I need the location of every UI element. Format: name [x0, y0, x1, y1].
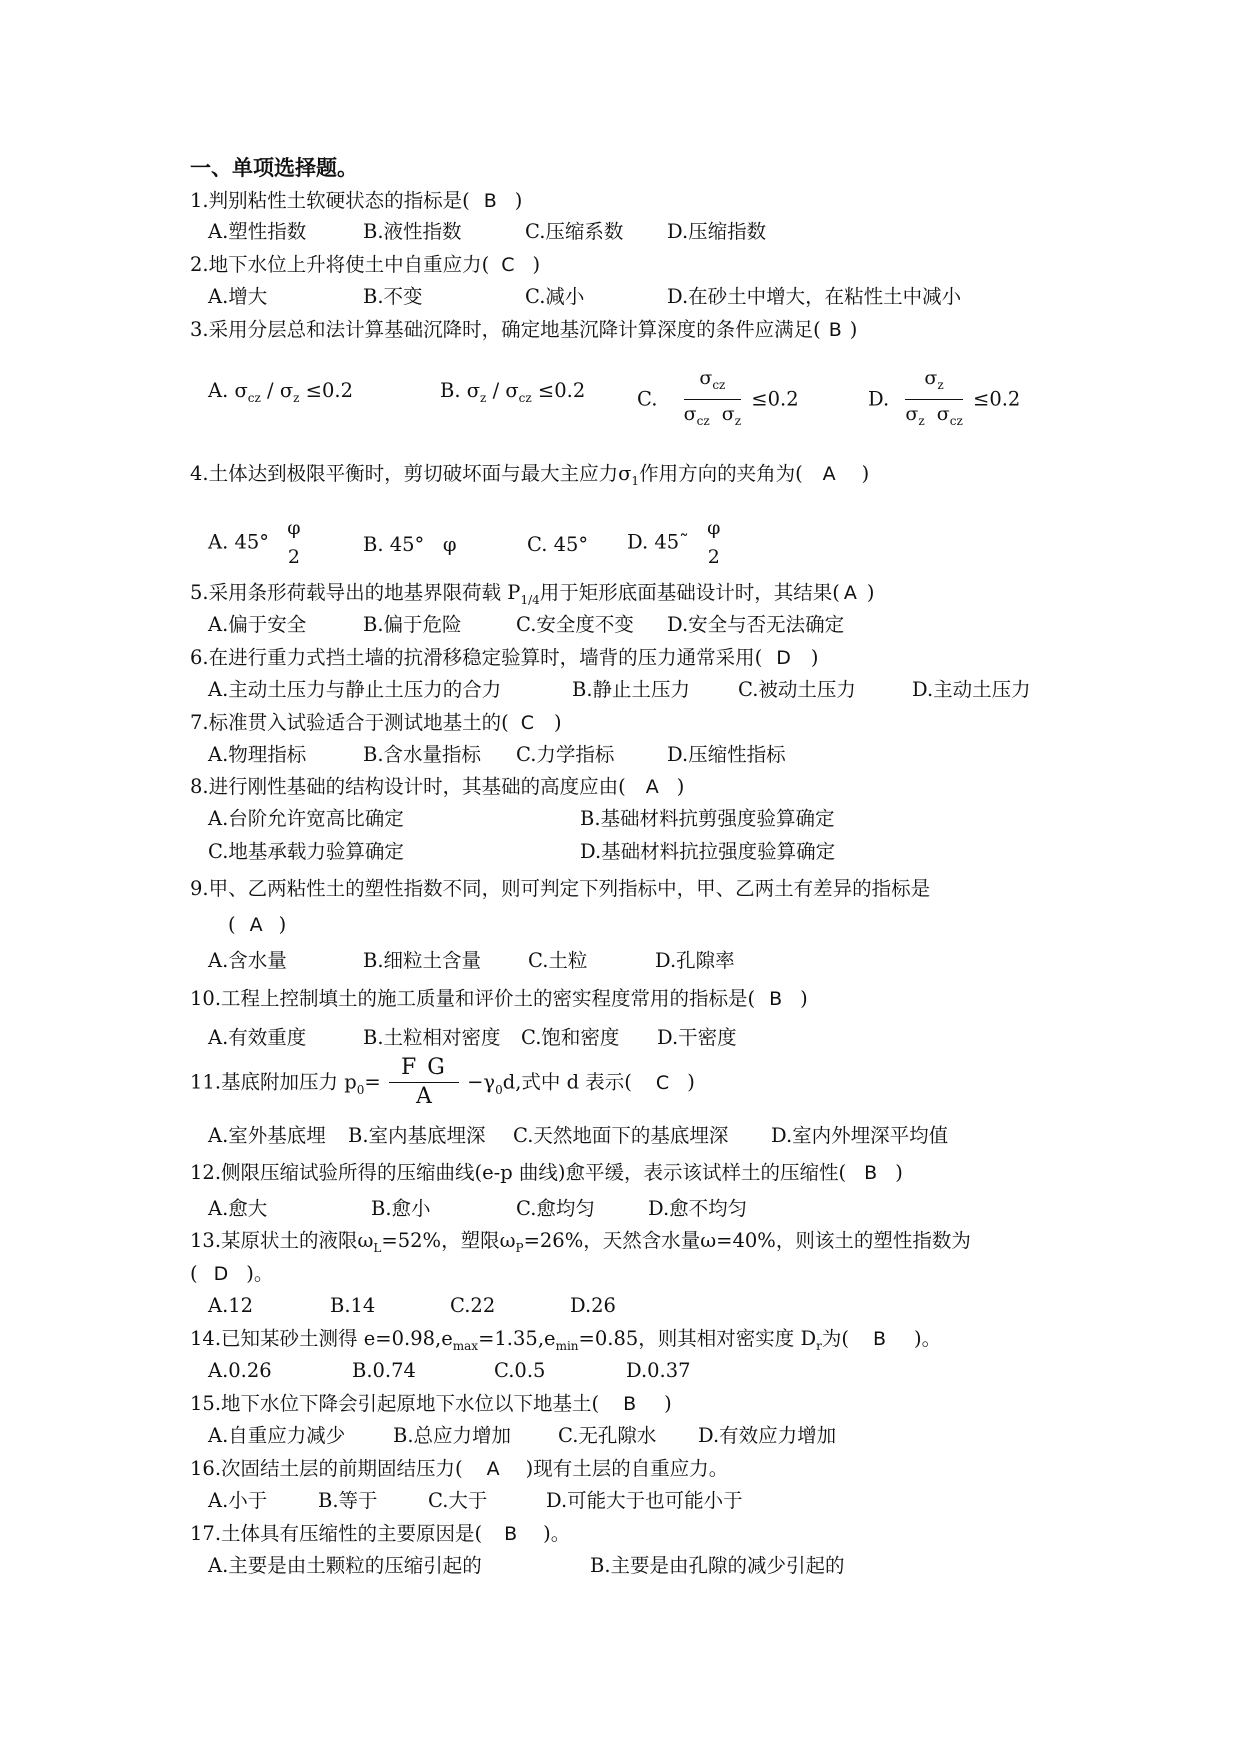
- answer: B: [504, 1523, 518, 1545]
- fraction: $\frac{\text{F G}}{A}$: [389, 1056, 459, 1109]
- option: A.0.26: [208, 1359, 272, 1382]
- question-stem: 6.在进行重力式挡土墙的抗滑移稳定验算时，墙背的压力通常采用(: [190, 646, 763, 669]
- option: C.愈均匀: [516, 1197, 595, 1220]
- answer: C: [655, 1071, 670, 1094]
- section-title: 一、单项选择题。: [190, 156, 358, 180]
- option: C.地基承载力验算确定: [208, 840, 404, 863]
- option: C.被动土压力: [738, 678, 856, 701]
- question-stem: 1.判别粘性土软硬状态的指标是(: [190, 189, 470, 212]
- question-14: 14.已知某砂土测得 $e=0.98,e_{max}=1.35,e_{min}=0.85$，则其相对密实度 $D_r$为( B )。: [190, 1327, 942, 1353]
- option: D.愈不均匀: [648, 1197, 748, 1220]
- question-7: [190, 710, 562, 736]
- option: A.增大: [208, 285, 268, 308]
- option: A.偏于安全: [208, 613, 307, 636]
- option: B.总应力增加: [393, 1424, 512, 1447]
- question-10: [190, 986, 808, 1012]
- option: B.愈小: [371, 1197, 431, 1220]
- answer: D: [776, 647, 791, 669]
- answer: B: [623, 1393, 637, 1415]
- close-paren: ): [278, 913, 287, 936]
- option: D. 45˜ φ 2: [627, 517, 721, 568]
- option: C.压缩系数: [525, 220, 624, 243]
- option-b-formula: B. $\sigma_z / \sigma_{cz} \le 0.2$: [440, 379, 586, 405]
- answer: B: [483, 190, 497, 212]
- fraction: $\frac{\sigma_{cz}}{\sigma_{cz} \sigma_z}$: [683, 367, 742, 428]
- question-stem: 15.地下水位下降会引起原地下水位以下地基土(: [190, 1392, 600, 1415]
- option: D.26: [570, 1294, 616, 1317]
- option: B.偏于危险: [363, 613, 462, 636]
- option: D.主动土压力: [912, 678, 1031, 701]
- question-stem: 5.采用条形荷载导出的地基界限荷载 P: [190, 581, 521, 604]
- question-stem: 17.土体具有压缩性的主要原因是(: [190, 1522, 483, 1545]
- question-stem: 16.次固结土层的前期固结压力(: [190, 1457, 463, 1480]
- option: B. 45° φ: [363, 533, 457, 556]
- question-13: 13.某原状土的液限$\omega_L=52\%$，塑限$\omega_P=26\%$，天然含水量ω=40%，则该土的塑性指数为: [190, 1229, 971, 1255]
- question-6: [190, 645, 818, 671]
- answer: A: [645, 776, 659, 798]
- answer: A: [249, 914, 263, 936]
- close-paren: ): [514, 189, 523, 212]
- option: A.主动土压力与静止土压力的合力: [208, 678, 502, 701]
- option: B.静止土压力: [572, 678, 691, 701]
- option: D.室内外埋深平均值: [771, 1124, 949, 1147]
- option: B.含水量指标: [363, 743, 482, 766]
- question-4: 4.土体达到极限平衡时，剪切破坏面与最大主应力$\sigma_1$作用方向的夹角为( A ): [190, 462, 870, 488]
- option: C.土粒: [528, 949, 588, 972]
- answer: C: [520, 712, 534, 734]
- close-paren: ): [800, 987, 808, 1010]
- question-11: 11.基底附加压力 $p_0=$ $\frac{\text{F G}}{A}$ $-\gamma_0d$,式中 d 表示( C ): [190, 1055, 695, 1109]
- option: B.土粒相对密度: [363, 1026, 501, 1049]
- question-2: [190, 252, 540, 278]
- answer: B: [864, 1162, 878, 1184]
- option: C.22: [450, 1294, 496, 1317]
- question-stem: 9.甲、乙两粘性土的塑性指数不同，则可判定下列指标中，甲、乙两土有差异的指标是: [190, 877, 931, 900]
- close-paren: ): [554, 711, 562, 734]
- close-paren: )现有土层的自重应力。: [525, 1457, 729, 1480]
- question-9-answer-line: ( A ): [228, 913, 287, 936]
- option: B.基础材料抗剪强度验算确定: [580, 807, 835, 830]
- option: A.小于: [208, 1489, 268, 1512]
- question-stem: 4.土体达到极限平衡时，剪切破坏面与最大主应力: [190, 462, 619, 485]
- option: D.压缩性指标: [667, 743, 786, 766]
- option-a-formula: A. $\sigma_{cz} / \sigma_z \le 0.2$: [208, 379, 354, 405]
- question-stem: 3.采用分层总和法计算基础沉降时，确定地基沉降计算深度的条件应满足(: [190, 318, 821, 341]
- answer: B: [872, 1328, 887, 1350]
- option: C.安全度不变: [516, 613, 634, 636]
- close-paren: ): [687, 1070, 695, 1094]
- option: C.饱和密度: [521, 1026, 620, 1049]
- option-c-formula: C. $\frac{\sigma_{cz}}{\sigma_{cz} \sigma_z}$ ≤0.2: [637, 366, 799, 433]
- option: A.塑性指数: [208, 220, 307, 243]
- answer: A: [486, 1458, 500, 1480]
- close-paren: ): [895, 1161, 903, 1184]
- option: D.可能大于也可能小于: [546, 1489, 743, 1512]
- question-stem: 2.地下水位上升将使土中自重应力(: [190, 253, 490, 276]
- question-8: [190, 774, 684, 800]
- option: B.0.74: [352, 1359, 416, 1382]
- question-9: [190, 876, 930, 902]
- answer: B: [828, 319, 842, 341]
- question-stem: 12.侧限压缩试验所得的压缩曲线(e-p 曲线)愈平缓，表示该试样土的压缩性(: [190, 1161, 847, 1184]
- option: B.14: [330, 1294, 376, 1317]
- question-16: [190, 1456, 728, 1482]
- option: C.0.5: [494, 1359, 546, 1382]
- close-paren: ): [676, 775, 685, 798]
- option: B.细粒土含量: [363, 949, 482, 972]
- option: A.有效重度: [208, 1026, 307, 1049]
- option: A.物理指标: [208, 743, 307, 766]
- option: D.有效应力增加: [698, 1424, 837, 1447]
- close-paren: ): [664, 1392, 672, 1415]
- option: A.自重应力减少: [208, 1424, 346, 1447]
- option: C.无孔隙水: [558, 1424, 657, 1447]
- close-paren: )。: [914, 1327, 942, 1350]
- question-17: [190, 1521, 570, 1547]
- question-1: [190, 188, 522, 214]
- option: A.室外基底埋: [208, 1124, 326, 1147]
- question-stem: 13.某原状土的液限ω: [190, 1229, 374, 1252]
- option: D.干密度: [657, 1026, 737, 1049]
- close-paren: ): [810, 646, 819, 669]
- question-15: [190, 1391, 672, 1417]
- answer: C: [501, 254, 515, 276]
- fraction: $\frac{\sigma_z}{\sigma_z \sigma_{cz}}$: [905, 367, 963, 428]
- answer: D: [213, 1263, 229, 1285]
- option: B.主要是由孔隙的减少引起的: [590, 1554, 845, 1577]
- option: C.天然地面下的基底埋深: [513, 1124, 729, 1147]
- question-stem: 7.标准贯入试验适合于测试地基土的(: [190, 711, 509, 734]
- option: D.孔隙率: [655, 949, 735, 972]
- option: C.减小: [525, 285, 585, 308]
- answer: B: [769, 988, 783, 1010]
- answer: A: [822, 463, 836, 485]
- option: B.液性指数: [363, 220, 462, 243]
- close-paren: ): [849, 318, 858, 341]
- question-12: [190, 1160, 903, 1186]
- close-paren: ): [861, 462, 870, 485]
- option: D.安全与否无法确定: [667, 613, 845, 636]
- close-paren: ): [532, 253, 541, 276]
- option-d-formula: D. $\frac{\sigma_z}{\sigma_z \sigma_{cz}}$ ≤0.2: [868, 366, 1020, 433]
- question-3: [190, 317, 857, 343]
- option: C. 45°: [527, 533, 589, 556]
- option: A.台阶允许宽高比确定: [208, 807, 404, 830]
- option: A.愈大: [208, 1197, 268, 1220]
- option: A.主要是由土颗粒的压缩引起的: [208, 1554, 482, 1577]
- close-paren: ): [866, 581, 875, 604]
- question-stem: 10.工程上控制填土的施工质量和评价土的密实程度常用的指标是(: [190, 987, 756, 1010]
- question-13-answer-line: ( D )。: [190, 1262, 274, 1285]
- question-stem: 8.进行刚性基础的结构设计时，其基础的高度应由(: [190, 775, 626, 798]
- option: B.等于: [318, 1489, 378, 1512]
- option: B.不变: [363, 285, 423, 308]
- question-stem: 11.基底附加压力 p: [190, 1070, 357, 1094]
- answer: A: [843, 582, 857, 604]
- close-paren: )。: [543, 1522, 571, 1545]
- option: A. 45° φ 2: [208, 517, 301, 568]
- option: D.0.37: [626, 1359, 691, 1382]
- option: D.在砂土中增大，在粘性土中减小: [667, 285, 962, 308]
- option: A.含水量: [208, 949, 287, 972]
- option: D.基础材料抗拉强度验算确定: [580, 840, 836, 863]
- option: C.力学指标: [516, 743, 615, 766]
- option: D.压缩指数: [667, 220, 767, 243]
- close-paren: )。: [246, 1262, 274, 1285]
- option: C.大于: [428, 1489, 488, 1512]
- option: B.室内基底埋深: [348, 1124, 486, 1147]
- question-5: 5.采用条形荷载导出的地基界限荷载 $P_{1/4}$用于矩形底面基础设计时，其结果( A ): [190, 581, 875, 607]
- option: A.12: [208, 1294, 254, 1317]
- question-stem: 14.已知某砂土测得 e=0.98,e: [190, 1327, 453, 1350]
